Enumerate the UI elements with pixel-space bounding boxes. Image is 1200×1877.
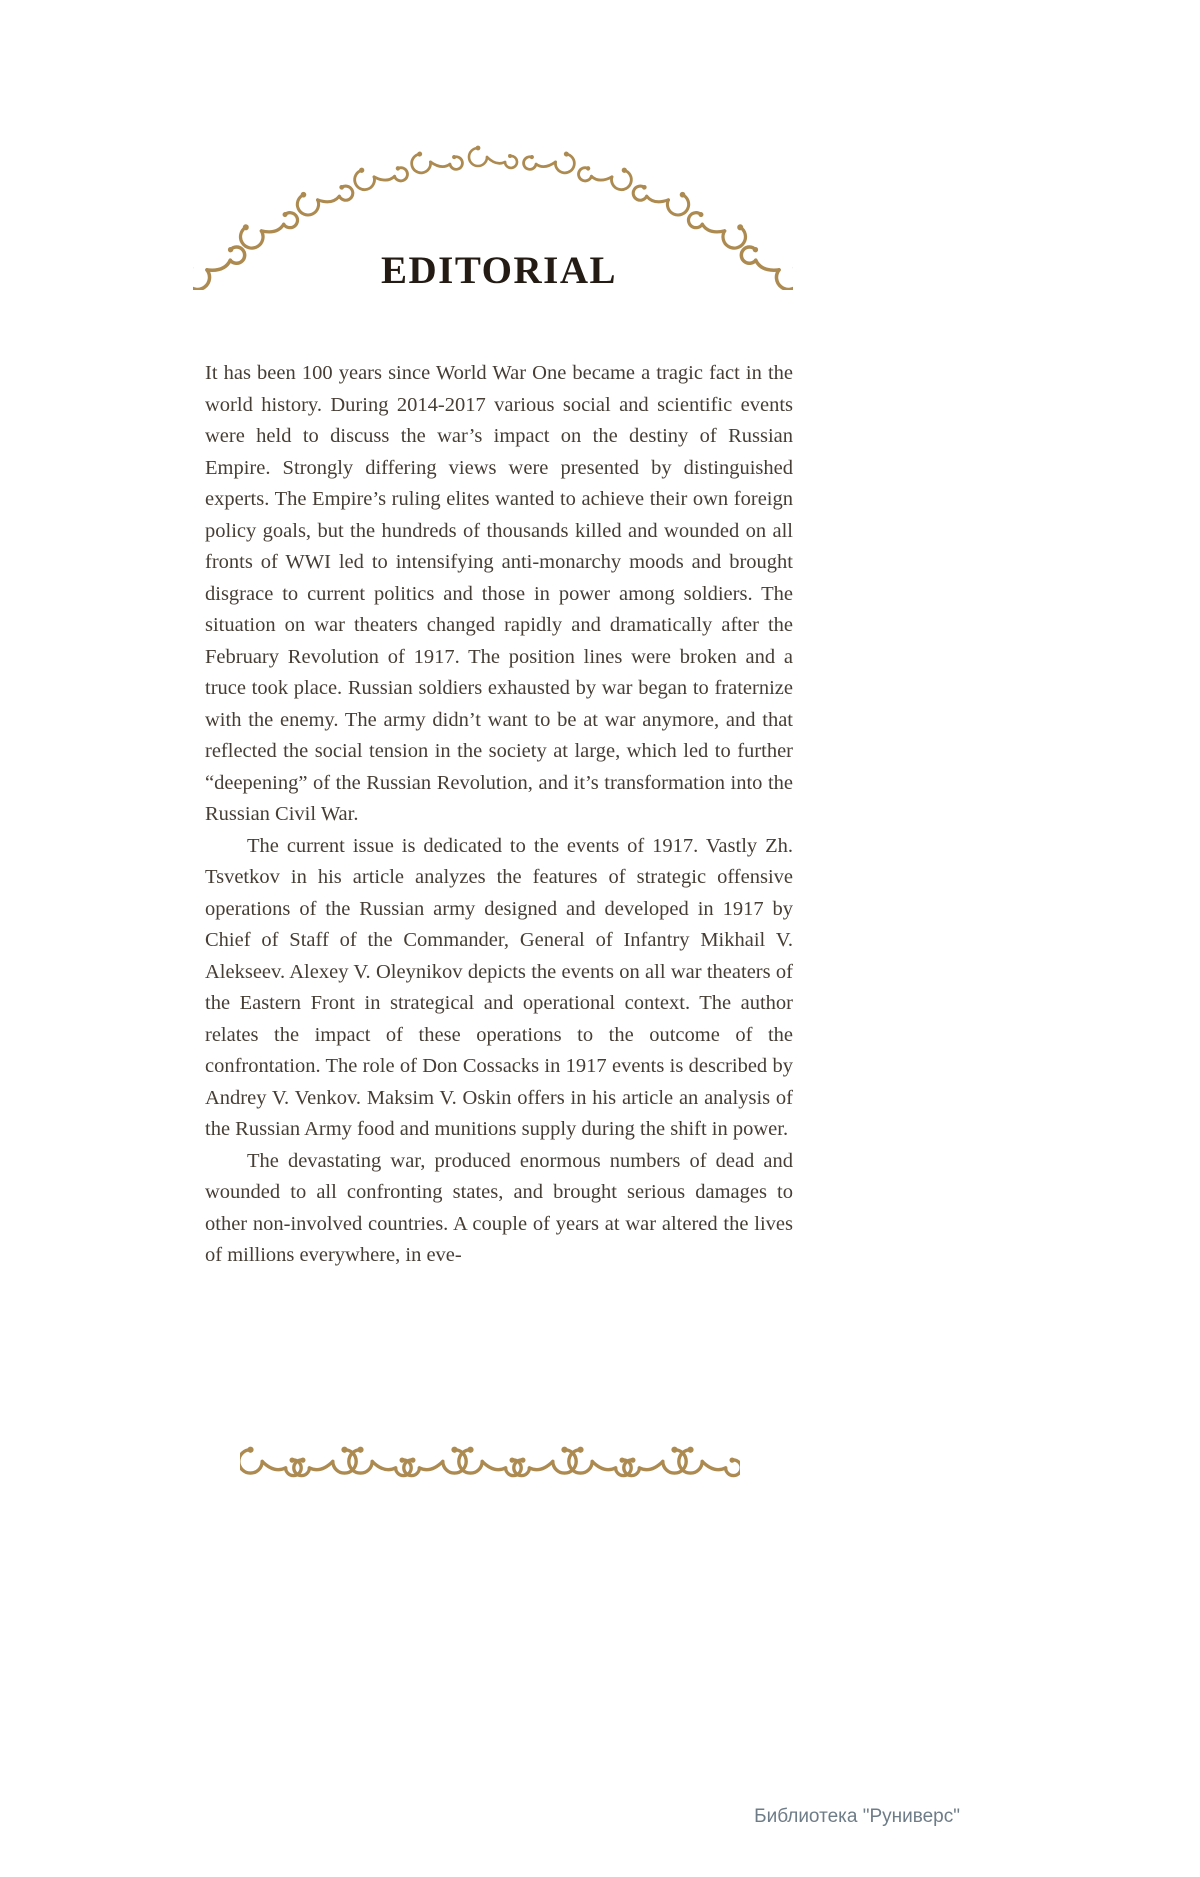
page-title: EDITORIAL — [380, 249, 618, 292]
body-paragraph: The current issue is dedicated to the events of 1917. Vastly Zh. Tsvetkov in his article analyzes the features of strategic offensive operations of the Russian army designed and developed in 1917 by Chief of Staff of the Commander, General of Infantry Mikhail V. Alekseev. Alexey V. Oleynikov depicts the events on all war theaters of the Eastern Front in strategical and operational context. The author relates the impact of these operations to the outcome of the confrontation. The role of Don Cossacks in 1917 events is described by Andrey V. Venkov. Maksim V. Oskin offers in his article an analysis of the Russian Army food and munitions supply during the shift in power. — [205, 834, 793, 1140]
body-paragraph: It has been 100 years since World War One became a tragic fact in the world history. During 2014-2017 various social and scientific events were held to discuss the war’s impact on the destiny of Russian Empire. Strongly differing views were presented by distinguished experts. The Empire’s ruling elites wanted to achieve their own foreign policy goals, but the hundreds of thousands killed and wounded on all fronts of WWI led to intensifying anti-monarchy moods and brought disgrace to current politics and those in power among soldiers. The situation on war theaters changed rapidly and dramatically after the February Revolution of 1917. The position lines were broken and a truce took place. Russian soldiers exhausted by war began to fraternize with the enemy. The army didn’t want to be at war anymore, and that reflected the social tension in the society at large, which led to further “deepening” of the Russian Revolution, and it’s transformation into the Russian Civil War. — [205, 362, 793, 825]
scroll-border-ornament-icon — [240, 1430, 740, 1494]
library-watermark: Библиотека "Руниверс" — [754, 1806, 960, 1827]
body-paragraph: The devastating war, produced enormous numbers of dead and wounded to all confronting states, and brought serious damages to other non-involved countries. A couple of years at war altered the lives of millions everywhere, in eve- — [205, 1149, 793, 1266]
editorial-text — [205, 358, 793, 1272]
